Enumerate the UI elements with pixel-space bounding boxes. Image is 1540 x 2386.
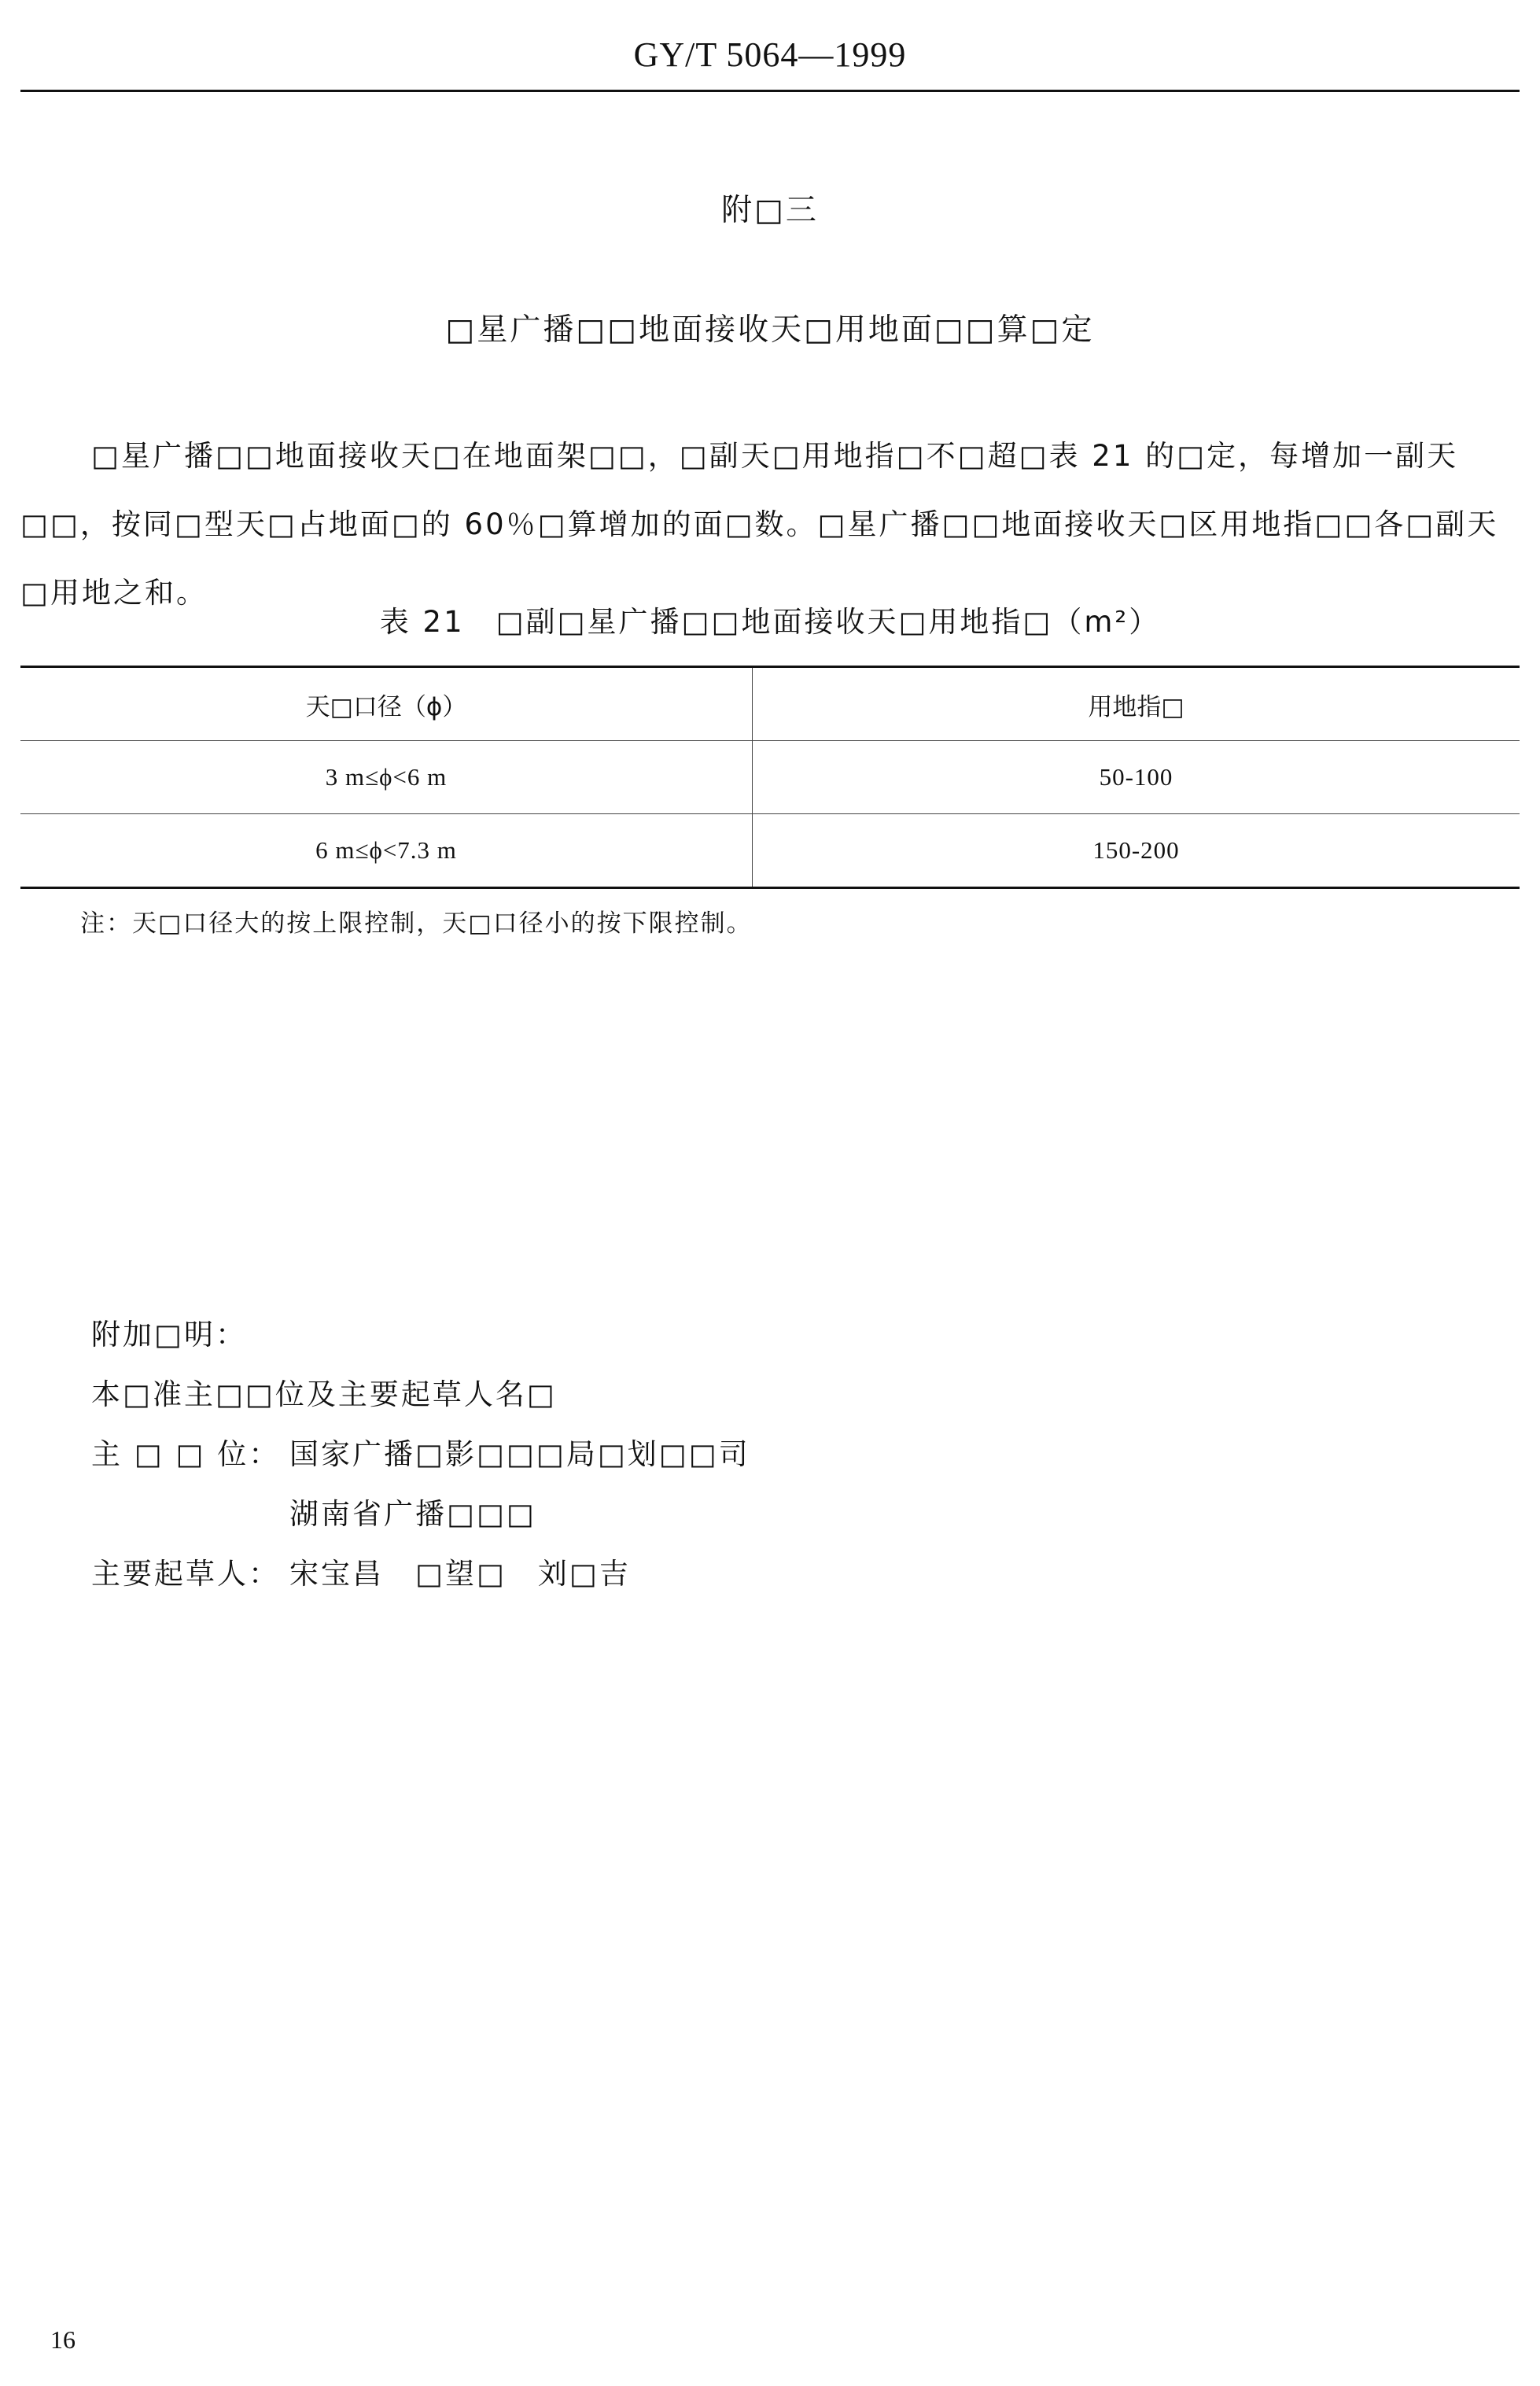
cell-diameter-range: 3 m≤ϕ<6 m — [20, 741, 753, 814]
cell-land-use-value: 50-100 — [1099, 763, 1173, 791]
appendix-title: 附□三 — [721, 193, 819, 228]
header-divider — [20, 90, 1520, 92]
table-row — [20, 741, 1520, 814]
drafters-value: 宋宝昌 □望□ 刘□吉 — [289, 1557, 631, 1591]
appendix-subtitle: □星广播□□地面接收天□用地面□□算□定 — [445, 312, 1095, 348]
drafters-label: 主要起草人： — [91, 1557, 280, 1591]
standard-code-header: GY/T 5064—1999 — [633, 35, 907, 74]
drafting-unit-line-2 — [91, 1490, 536, 1532]
drafting-unit-value-2: 湖南省广播□□□ — [289, 1497, 536, 1531]
cell-land-use-value: 150-200 — [1092, 836, 1180, 864]
body-paragraph: □星广播□□地面接收天□在地面架□□，□副天□用地指□不□超□表 21 的□定，每增加一副天□□，按同□型天□占地面□的 60％□算增加的面□数。□星广播□□地面接收天□区用地指□□各□副天□用地之和。 — [20, 439, 1499, 610]
table-caption: 表 21 □副□星广播□□地面接收天□用地指□（m²） — [379, 605, 1161, 639]
header-land-use-index: 用地指□ — [1088, 692, 1184, 721]
drafting-unit-line — [91, 1430, 750, 1473]
land-use-table — [20, 666, 1520, 889]
table-header-row — [20, 667, 1520, 741]
cell-diameter-range: 6 m≤ϕ<7.3 m — [20, 814, 753, 888]
page-number: 16 — [50, 2325, 76, 2354]
drafters-line — [91, 1550, 631, 1592]
drafting-unit-label: 主 □ □ 位： — [91, 1437, 281, 1471]
drafting-unit-value-1: 国家广播□影□□□局□划□□司 — [289, 1437, 750, 1471]
table-row — [20, 814, 1520, 888]
drafting-info-line: 本□准主□□位及主要起草人名□ — [91, 1377, 557, 1411]
additional-info-heading: 附加□明： — [91, 1318, 247, 1352]
table-note: 注：天□口径大的按上限控制，天□口径小的按下限控制。 — [80, 909, 753, 938]
header-antenna-diameter: 天□口径（ϕ） — [20, 667, 753, 741]
